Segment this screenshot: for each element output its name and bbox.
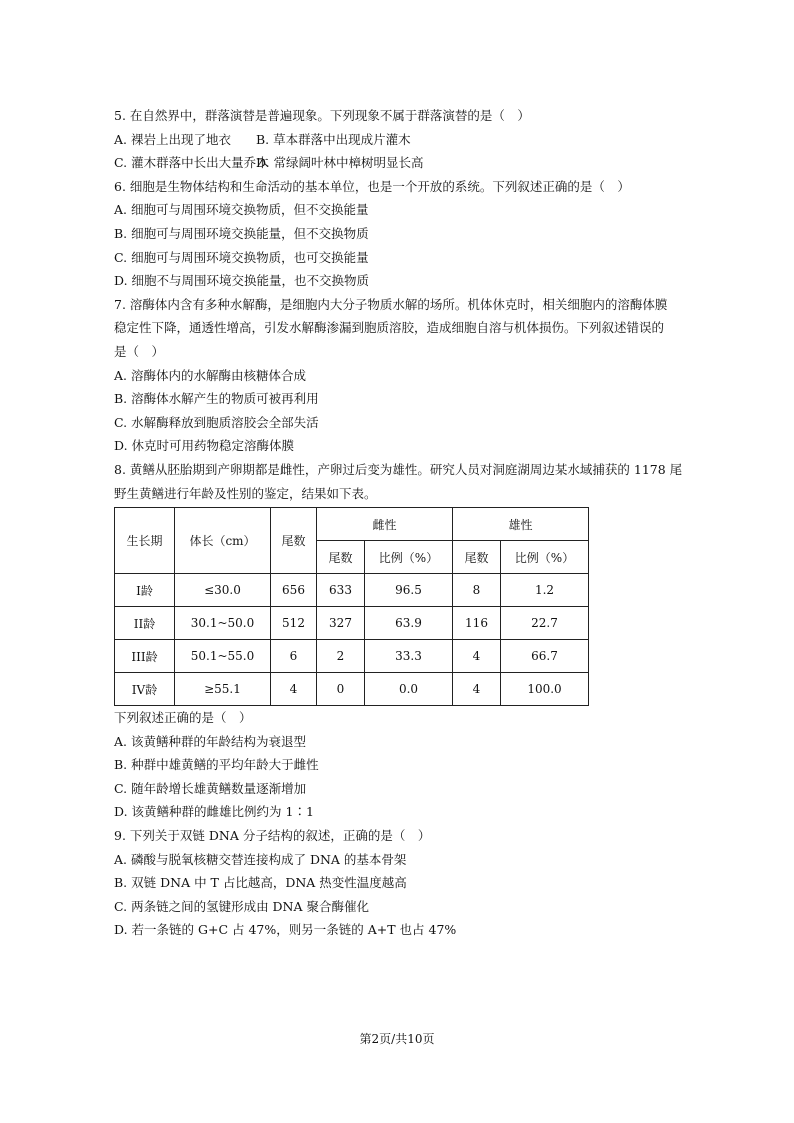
cell-length: 30.1~50.0: [175, 607, 271, 640]
table-header-row-1: [115, 508, 589, 541]
q9-option-d: D. 若一条链的 G+C 占 47%，则另一条链的 A+T 也占 47%: [114, 922, 457, 938]
cell-length: ≥55.1: [175, 673, 271, 706]
cell-male-ratio: 1.2: [501, 574, 589, 607]
q8-option-a: A. 该黄鳝种群的年龄结构为衰退型: [114, 733, 306, 749]
q6-option-d: D. 细胞不与周围环境交换能量，也不交换物质: [114, 273, 370, 289]
q9-option-b: B. 双链 DNA 中 T 占比越高，DNA 热变性温度越高: [114, 875, 407, 891]
cell-stage: III龄: [115, 640, 175, 673]
cell-male-count: 4: [453, 673, 501, 706]
cell-male-ratio: 22.7: [501, 607, 589, 640]
cell-male-count: 8: [453, 574, 501, 607]
q9-stem: 9. 下列关于双链 DNA 分子结构的叙述，正确的是（ ）: [114, 828, 431, 844]
q8-stem-line-1: 8. 黄鳝从胚胎期到产卵期都是雌性，产卵过后变为雄性。研究人员对洞庭湖周边某水域捕获的 1178 尾: [114, 461, 683, 477]
q5-option-d: D. 常绿阔叶林中樟树明显长高: [256, 155, 424, 171]
q6-option-a: A. 细胞可与周围环境交换物质，但不交换能量: [114, 202, 369, 218]
header-length: 体长（cm）: [175, 508, 271, 574]
cell-length: 50.1~55.0: [175, 640, 271, 673]
q6-stem: 6. 细胞是生物体结构和生命活动的基本单位，也是一个开放的系统。下列叙述正确的是（ ）: [114, 178, 630, 194]
table-row: [115, 607, 589, 640]
cell-female-count: 2: [317, 640, 365, 673]
q7-option-a: A. 溶酶体内的水解酶由核糖体合成: [114, 367, 306, 383]
header-female: 雌性: [317, 508, 453, 541]
header-male-ratio: 比例（%）: [501, 541, 589, 574]
header-female-count: 尾数: [317, 541, 365, 574]
q7-option-d: D. 休克时可用药物稳定溶酶体膜: [114, 438, 295, 454]
cell-male-count: 4: [453, 640, 501, 673]
q7-option-c: C. 水解酶释放到胞质溶胶会全部失活: [114, 414, 319, 430]
q5-option-a: A. 裸岩上出现了地衣: [114, 131, 231, 147]
q5-options-row-2: [114, 151, 694, 175]
q8-option-d: D. 该黄鳝种群的雌雄比例约为 1∶1: [114, 804, 314, 820]
cell-female-count: 633: [317, 574, 365, 607]
cell-female-ratio: 33.3: [365, 640, 453, 673]
cell-count: 656: [271, 574, 317, 607]
header-female-ratio: 比例（%）: [365, 541, 453, 574]
q5-option-c: C. 灌木群落中长出大量乔木: [114, 155, 269, 171]
q5-option-b: B. 草本群落中出现成片灌木: [256, 131, 411, 147]
table-row: [115, 574, 589, 607]
q7-stem-line-1: 7. 溶酶体内含有多种水解酶，是细胞内大分子物质水解的场所。机体休克时，相关细胞内的溶酶体膜: [114, 296, 668, 312]
cell-female-ratio: 0.0: [365, 673, 453, 706]
header-stage: 生长期: [115, 508, 175, 574]
cell-male-ratio: 100.0: [501, 673, 589, 706]
q8-stem-after-table: 下列叙述正确的是（ ）: [114, 710, 252, 726]
page-number-footer: 第2页/共10页: [359, 1032, 435, 1046]
cell-stage: I龄: [115, 574, 175, 607]
q5-options-row-1: [114, 128, 694, 152]
cell-stage: II龄: [115, 607, 175, 640]
q8-stem-line-2: 野生黄鳝进行年龄及性别的鉴定，结果如下表。: [114, 485, 377, 501]
page-content: [114, 104, 694, 942]
cell-male-ratio: 66.7: [501, 640, 589, 673]
q6-option-b: B. 细胞可与周围环境交换能量，但不交换物质: [114, 225, 369, 241]
cell-female-ratio: 63.9: [365, 607, 453, 640]
cell-male-count: 116: [453, 607, 501, 640]
q7-stem-line-2: 稳定性下降，通透性增高，引发水解酶渗漏到胞质溶胶，造成细胞自溶与机体损伤。下列叙述错误的: [114, 320, 665, 336]
table-row: [115, 673, 589, 706]
cell-female-count: 327: [317, 607, 365, 640]
cell-female-ratio: 96.5: [365, 574, 453, 607]
q8-option-c: C. 随年龄增长雄黄鳝数量逐渐增加: [114, 780, 307, 796]
cell-female-count: 0: [317, 673, 365, 706]
header-count: 尾数: [271, 508, 317, 574]
eel-age-sex-table: [114, 507, 589, 706]
q6-option-c: C. 细胞可与周围环境交换物质，也可交换能量: [114, 249, 369, 265]
cell-count: 4: [271, 673, 317, 706]
cell-count: 512: [271, 607, 317, 640]
q8-option-b: B. 种群中雄黄鳝的平均年龄大于雌性: [114, 757, 319, 773]
cell-length: ≤30.0: [175, 574, 271, 607]
q9-option-c: C. 两条链之间的氢键形成由 DNA 聚合酶催化: [114, 898, 369, 914]
table-row: [115, 640, 589, 673]
cell-count: 6: [271, 640, 317, 673]
header-male-count: 尾数: [453, 541, 501, 574]
q7-option-b: B. 溶酶体水解产生的物质可被再利用: [114, 391, 319, 407]
q5-stem: 5. 在自然界中，群落演替是普遍现象。下列现象不属于群落演替的是（ ）: [114, 108, 530, 123]
header-male: 雄性: [453, 508, 589, 541]
q9-option-a: A. 磷酸与脱氧核糖交替连接构成了 DNA 的基本骨架: [114, 851, 407, 867]
q7-stem-line-3: 是（ ）: [114, 343, 165, 359]
cell-stage: IV龄: [115, 673, 175, 706]
